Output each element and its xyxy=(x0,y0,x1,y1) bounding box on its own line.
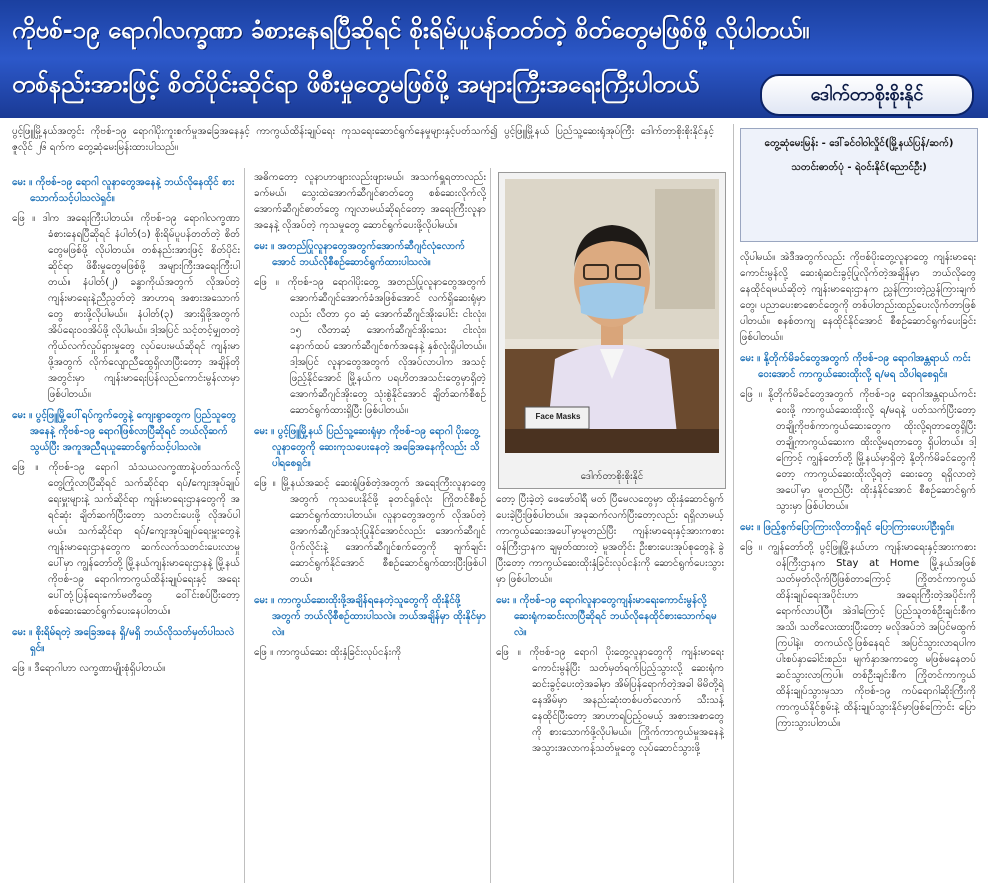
headline-line-2: တစ်နည်းအားဖြင့် စိတ်ပိုင်းဆိုင်ရာ ဖိစီးမှုတွေမဖြစ်ဖို့ အများကြီးအရေးကြီးပါတယ် xyxy=(12,70,700,98)
interview-answer: ဖြေ ။ နို့တိုက်မိခင်တွေအတွက် ကိုဗစ်-၁၉ ရောဂါအန္တရာယ်ကင်းဝေးဖို့ ကာကွယ်ဆေးထိုးလို့ ရ/မရနဲ့ ပတ်သက်ပြီးတော့ တချို့ကိုဗစ်ကာကွယ်ဆေးတွေက ထိုးလို့ရတာတွေရှိပြီး တချို့ကာကွယ်ဆေးက ထိုးလို့မရတာတွေ ရှိပါတယ်။ ဒါ့ကြောင့် ကျွန်တော်တို့ မြို့နယ်မှာရှိတဲ့ နို့တိုက်မိခင်တွေကိုတော့ ကာကွယ်ဆေးထိုးလို့ရတဲ့ ဆေးတွေ ရရှိလာတဲ့အပေါ်မှာ မူတည်ပြီး ထိုးနှံနိုင်အောင် စီစဉ်ဆောင်ရွက်သွားမှာ ဖြစ်ပါတယ်။ xyxy=(740,389,976,512)
credit-photographer: သတင်းဓာတ်ပုံ - ရဲဝင်းနိုင်(ညောင်ဦး) xyxy=(791,162,927,173)
interview-question: မေး ။ ကာကွယ်ဆေးထိုးဖို့အချိန်ရနေတဲ့သူတွေကို ထိုးနိုင်ဖို့အတွက် ဘယ်လိုစီစဉ်ထားပါသလဲ။ ဘယ်အချိန်မှာ ထိုးနိုင်မှာလဲ။ xyxy=(254,595,486,638)
interview-question: မေး ။ ဖြည့်စွက်ပြောကြားလိုတာရှိရင် ပြောကြားပေးပါဦးရှင်။ xyxy=(740,522,954,533)
mask-box-label: Face Masks xyxy=(535,412,581,421)
answer-continuation: တော့ ပြီးခဲ့တဲ့ ဖေဖော်ဝါရီ မတ် ပြီမေလတွေမှာ ထိုးနှံဆောင်ရွက်ပေးခဲ့ပြီးဖြစ်ပါတယ်။ အခုဆက်လက်ပြီးတော့လည်း ရရှိလာမယ့် ကာကွယ်ဆေးအပေါ်မှာမူတည်ပြီး ကျန်းမာရေးနှင့်အားကစားဝန်ကြီးဌာနက ချမှတ်ထားတဲ့ မူအတိုင်း ဦးစားပေးအုပ်စုတွေနဲ့ ခွဲပြီးတော့ ကာကွယ်ဆေးထိုးနှံခြင်းလုပ်ငန်းကို ဆောင်ရွက်ပေးသွားမှာ ဖြစ်ပါတယ်။ xyxy=(496,494,724,585)
answer-continuation: အဓိကတော့ လူနာဟာဖျားလည်းဖျားမယ်၊ အသက်ရှူရတာလည်း ခက်မယ်၊ သွေးထဲအောက်ဆီဂျင်ဓာတ်တွေ စစ်ဆေးလိုက်လို့ အောက်ဆီဂျင်ဓာတ်တွေ ကျလာမယ်ဆိုရင်တော့ အရေးကြီးလူနာအနေနဲ့ လိုအပ်တဲ့ ကုသမှုတွေ ဆောင်ရွက်ပေးဖို့လိုပါမယ်။ xyxy=(254,172,486,231)
intro-paragraph: ပွင့်ဖြူမြို့နယ်အတွင်း ကိုဗစ်-၁၉ ရောဂါပိုးကူးစက်မှုအခြေအနေနှင့် ကာကွယ်ထိန်းချုပ်ရေး ကုသရေးဆောင်ရွက်နေမှုများနှင့်ပတ်သက်၍ ပွင့်ဖြူမြို့နယ် ပြည်သူ့ဆေးရုံအုပ်ကြီး ဒေါက်တာစိုးစိုးနိုင်နှင့် ဇူလိုင် ၂၆ ရက်က တွေ့ဆုံမေးမြန်းထားပါသည်။ xyxy=(12,126,714,153)
interview-question: မေး ။ ကိုဗစ်-၁၉ ရောဂါ လူနာတွေအနေနဲ့ ဘယ်လိုနေထိုင် စားသောက်သင့်ပါသလဲရှင်။ xyxy=(12,177,235,204)
column-1 xyxy=(12,170,240,885)
answer-continuation: လိုပါမယ်။ အဲဒီအတွက်လည်း ကိုဗစ်ပိုးတွေ့လူနာတွေ ကျန်းမာရေးကောင်းမွန်လို့ ဆေးရုံဆင်းခွင့်ပြုလိုက်တဲ့အချိန်မှာ ဘယ်လိုတွေ နေထိုင်ရမယ်ဆိုတဲ့ ကျန်းမာရေးဌာနက ညွှန်ကြားတဲ့ညွှန်ကြားချက်တွေ၊ ပညာပေးစာစောင်တွေကို တစ်ပါတည်းထည့်ပေးလိုက်တာဖြစ်ပါတယ်။ စနစ်တကျ နေထိုင်နိုင်အောင် စီစဉ်ဆောင်ရွက်ပေးခြင်း ဖြစ်ပါတယ်။ xyxy=(740,252,976,343)
interview-answer: ဖြေ ။ ကိုဗစ်-၁၉ ရောဂါ ပိုးတွေ့လူနာတွေကို ကျန်းမာရေးကောင်းမွန်ပြီး သတ်မှတ်ရက်ပြည့်သွားလို့ ဆေးရုံက ဆင်းခွင့်ပေးတဲ့အခါမှာ အိမ်ပြန်ရောက်တဲ့အခါ မိမိတို့ရဲ့နေအိမ်မှာ အနည်းဆုံးတစ်ပတ်လောက် သီးသန့်နေထိုင်ပြီးတော့ အာဟာရပြည့်ဝမယ့် အစားအစာတွေကို စားသောက်ဖို့လိုပါမယ်။ ကြိုက်ကာကွယ်မှုအနေနဲ့ အသွားအလာကန့်သတ်မှုတွေ လုပ်ဆောင်သွားဖို့ xyxy=(496,647,724,754)
column-4 xyxy=(740,250,976,885)
interview-question: မေး ။ အတည်ပြုလူနာတွေအတွက်အောက်ဆီဂျင်လုံလောက်အောင် ဘယ်လိုစီစဉ်ဆောင်ရွက်ထားပါသလဲ။ xyxy=(254,241,465,268)
byline-badge: ဒေါက်တာစိုးစိုးနိုင် xyxy=(760,74,974,116)
credits-box xyxy=(740,128,978,242)
photo-scene xyxy=(505,179,719,453)
interview-question: မေး ။ ပွင့်ဖြူမြို့ပေါ်ရပ်ကွက်တွေနဲ့ ကျေးရွာတွေက ပြည်သူတွေအနေနဲ့ ကိုဗစ်-၁၉ ရောဂါဖြစ်လာပြီဆိုရင် ဘယ်လိုဆက်သွယ်ပြီး အကူအညီရယူဆောင်ရွက်သင့်ပါသလဲ။ xyxy=(12,410,237,453)
photo-caption: ဒေါက်တာစိုးစိုးနိုင် xyxy=(580,471,644,482)
headline-line-1: ကိုဗစ်-၁၉ ရောဂါလက္ခဏာ ခံစားနေရပြီဆိုရင် စိုးရိမ်ပူပန်တတ်တဲ့ စိတ်တွေမဖြစ်ဖို့ လိုပါတယ်။ xyxy=(12,16,810,44)
interview-answer: ဖြေ ။ ဒါက အရေးကြီးပါတယ်။ ကိုဗစ်-၁၉ ရောဂါလက္ခဏာ ခံစားနေရပြီဆိုရင် နံပါတ်(၁) စိုးရိမ်ပူပန်တတ်တဲ့ စိတ်တွေမဖြစ်ဖို့ လိုပါတယ်။ တစ်နည်းအားဖြင့် စိတ်ပိုင်းဆိုင်ရာ ဖိစီးမှုတွေမဖြစ်ဖို့ အများကြီးအရေးကြီးပါတယ်။ နံပါတ်(၂) ခန္ဓာကိုယ်အတွက် လိုအပ်တဲ့ကျန်းမာရေးနဲ့ညီညွတ်တဲ့ အာဟာရ အစားအသောက်တွေ စားဖို့လိုပါမယ်။ နံပါတ်(၃) အားရှိဖို့အတွက် အိပ်ရေးဝဝအိပ်ဖို့ လိုပါမယ်။ ဒါ့အပြင် သင့်တင့်မျှတတဲ့ ကိုယ်လက်လှုပ်ရှားမှုတွေ လုပ်ပေးမယ်ဆိုရင် ကျန်းမာဖို့အတွက် လိုက်လျောညီထွေရှိလာပြီးတော့ အချိန်တိုအတွင်းမှာ ကျန်းမာရေးပြန်လည်ကောင်းမွန်လာမှာ ဖြစ်ပါတယ်။ xyxy=(12,213,240,400)
interview-photo xyxy=(498,172,726,489)
interview-question: မေး ။ ပွင့်ဖြူမြို့နယ် ပြည်သူ့ဆေးရုံမှာ ကိုဗစ်-၁၉ ရောဂါ ပိုးတွေ့လူနာတွေကို ဆေးကုသပေးနေတဲ့ အခြေအနေကိုလည်း သိပါရစေရှင်။ xyxy=(254,426,480,469)
interview-answer: ဖြေ ။ ကိုဗစ်-၁၉ ရောဂါ သံသယလက္ခဏာနဲ့ပတ်သက်လို့ တွေ့ကြုံလာပြီဆိုရင် သက်ဆိုင်ရာ ရပ်/ကျေးအုပ်ချုပ်ရေးမှူးများနဲ့ သက်ဆိုင်ရာ ကျန်းမာရေးဌာနတွေကို အရင်ဆုံး ချိတ်ဆက်ပြီးတော့ သတင်းပေးဖို့ လိုအပ်ပါမယ်။ သက်ဆိုင်ရာ ရပ်/ကျေးအုပ်ချုပ်ရေးမှူးတွေနဲ့ ကျန်းမာရေးဌာနတွေက ဆက်လက်သတင်းပေးလာမှုပေါ်မှာ ကျွန်တော်တို့ မြို့နယ်ကျန်းမာရေးဌာနနဲ့ မြို့နယ်ကိုဗစ်-၁၉ ရောဂါကာကွယ်ထိန်းချုပ်ရေးနှင့် အရေးပေါ်တုံ့ပြန်ရေးကော်မတီတွေ ဝေါ်င်းစပ်ပြီးတော့ စစ်ဆေးဆောင်ရွက်ပေးနေပါတယ်။ xyxy=(12,462,240,617)
interview-answer: ဖြေ ။ ဒီရောဂါဟာ လက္ခဏာမျိုးစုံရှိပါတယ်။ xyxy=(12,663,166,674)
headline-banner xyxy=(0,0,988,118)
interview-answer: ဖြေ ။ ကာကွယ်ဆေး ထိုးနှံခြင်းလုပ်ငန်းကို xyxy=(254,647,402,658)
interview-question: မေး ။ နို့တိုက်မိခင်တွေအတွက် ကိုဗစ်-၁၉ ရောဂါအန္တရာယ် ကင်းဝေးအောင် ကာကွယ်ဆေးထိုးလို့ ရ/မရ သိပါရစေရှင်။ xyxy=(740,353,971,380)
interview-answer: ဖြေ ။ ကိုဗစ်-၁၉ ရောဂါပိုးတွေ့ အတည်ပြုလူနာတွေအတွက် အောက်ဆီဂျင်အောက်ခံအဖြစ်အောင် လက်ရှိဆေးရုံမှာလည်း လီတာ ၄၀ ဆံ့ အောက်ဆီဂျင်အိုးပေါင်း ငါးလုံး၊ ၁၅ လီတာဆံ့ အောက်ဆီဂျင်အိုးသေး ငါးလုံး၊ နောက်ထပ် အောက်ဆီဂျင်စက်အနေနဲ့ နှစ်လုံးရှိပါတယ်။ ဒါ့အပြင် လူနာတွေအတွက် လိုအပ်လာပါက အသင့်ဖြည့်နိုင်အောင် မြို့နယ်က ပရဟိတအသင်းတွေမှာရှိတဲ့ အောက်ဆီဂျင်အိုးတွေ သုံးစွဲနိုင်အောင် ချိတ်ဆက်စီစဉ် ဆောင်ရွက်ထားရှိပြီး ဖြစ်ပါတယ်။ xyxy=(254,277,486,416)
column-divider xyxy=(733,124,734,883)
interview-answer: ဖြေ ။ ကျွန်တော်တို့ ပွင့်ဖြူမြို့နယ်ဟာ ကျန်းမာရေးနှင့်အားကစားဝန်ကြီးဌာနက Stay at Home မြို့နယ်အဖြစ် သတ်မှတ်လိုက်ပြီဖြစ်တာကြောင့် ကြိုတင်ကာကွယ်ထိန်းချုပ်ရေးအပိုင်းဟာ အရေးကြီးတဲ့အပိုင်းကို ရောက်လာပါပြီ။ အဲဒါကြောင့် ပြည်သူတစ်ဦးချင်းစီက အသိ၊ သတိလေးထားပြီးတော့ မလိုအပ်ဘဲ အပြင်မထွက်ကြပါနဲ့။ တကယ်လို့ဖြစ်နေရင် အပြင်သွားလာရပါက ပါးစပ်နှာခေါင်းစည်း၊ မျက်နှာအကာတွေ မဖြစ်မနေတပ်ဆင်သွားလာကြပါ။ တစ်ဦးချင်းစီက ကြိုတင်ကာကွယ်ထိန်းချုပ်သွားမှသာ ကိုဗစ်-၁၉ ကပ်ရောဂါဆိုးကြီးကို ကာကွယ်နိုင်စွမ်းနဲ့ ထိန်းချုပ်သွားနိုင်မှာဖြစ်ကြောင်း ပြောကြားသွားပါတယ်။ xyxy=(740,542,976,729)
column-divider xyxy=(244,168,245,883)
interview-answer: ဖြေ ။ မြို့နယ်အဆင့် ဆေးရုံဖြစ်တဲ့အတွက် အရေးကြီးလူနာတွေအတွက် ကုသပေးနိုင်ဖို့ ခုတင်ရှစ်လုံး ကြိုတင်စီစဉ်ဆောင်ရွက်ထားပါတယ်။ လူနာတွေအတွက် လိုအပ်တဲ့အောက်ဆီဂျင်အသုံးပြုနိုင်အောင်လည်း အောက်ဆီဂျင်ပိုက်လိုင်းနဲ့ အောက်ဆီဂျင်စက်တွေကို ချက်ချင်းဆောင်ရွက်နိုင်အောင် စီစဉ်ဆောင်ရွက်ထားပြီးဖြစ်ပါတယ်။ xyxy=(254,478,486,585)
column-2 xyxy=(254,170,486,885)
column-divider xyxy=(490,168,491,883)
column-3 xyxy=(496,492,724,885)
credit-interviewer: တွေ့ဆုံမေးမြန်း - ဒေါ်ခင်ဝါဝါလှိုင်(မြို့နယ်ပြန်/ဆက်) xyxy=(764,138,954,149)
interview-question: မေး ။ စိုးရိမ်ရတဲ့ အခြေအနေ ရှိ/မရှိ ဘယ်လိုသတ်မှတ်ပါသလဲရှင်။ xyxy=(12,627,234,654)
interview-question: မေး ။ ကိုဗစ်-၁၉ ရောဂါလူနာတွေကျန်းမာရေးကောင်းမွန်လို့ ဆေးရုံကဆင်းလာပြီဆိုရင် ဘယ်လိုနေထိုင်စားသောက်ရမလဲ။ xyxy=(496,595,717,638)
